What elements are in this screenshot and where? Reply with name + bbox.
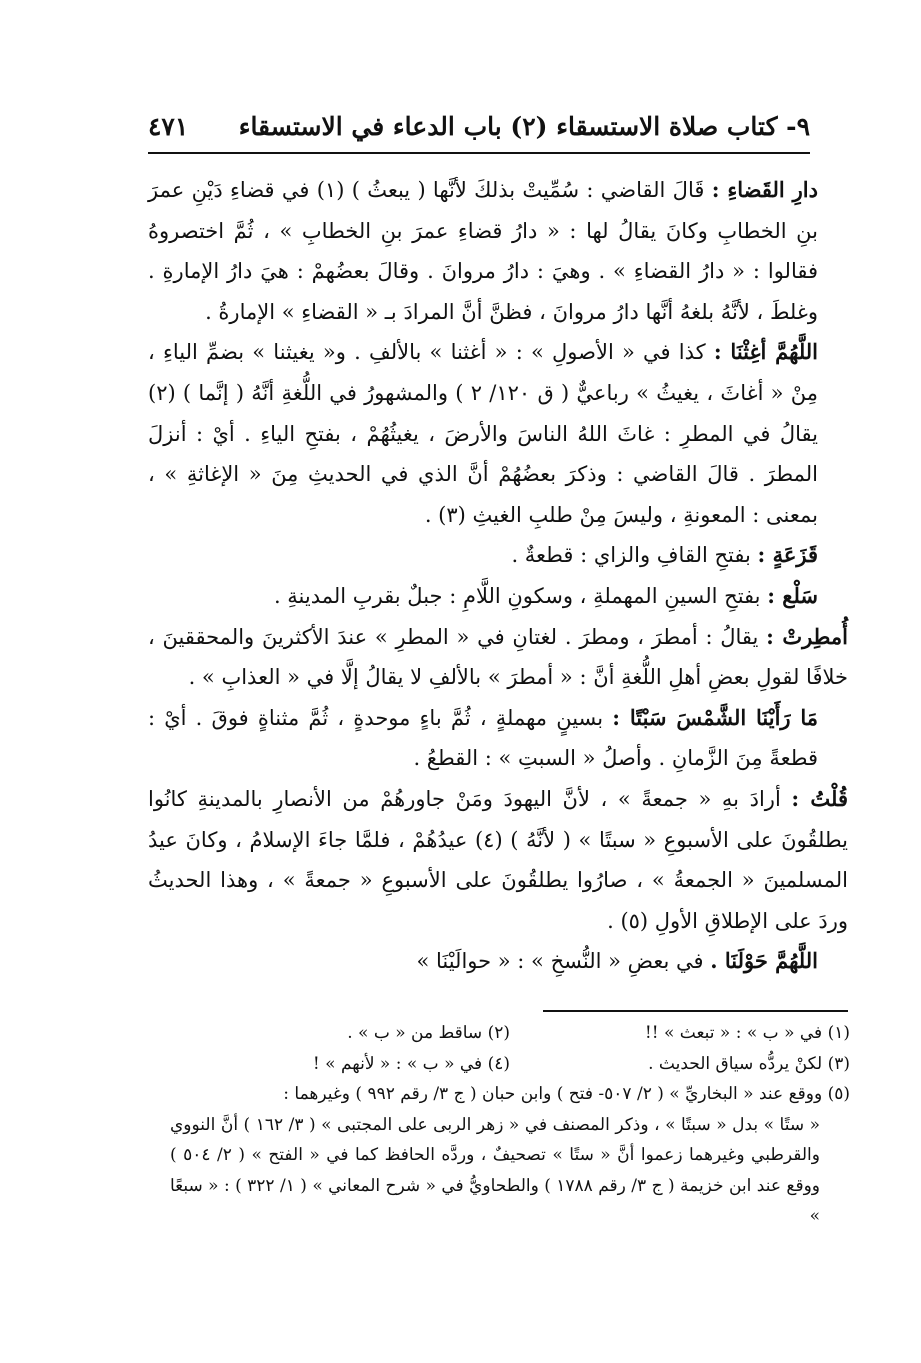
footnote-1: (١) في « ب » : « تبعث » !! <box>644 1023 850 1043</box>
footnote-row <box>170 1049 850 1080</box>
paragraph-text: يقالُ : أمطرَ ، ومطرَ . لغتانِ في « المطرِ » عندَ الأكثرينَ والمحققينَ ، خلافًا لقولِ بعضِ أهلِ اللُّغةِ أنَّ : « أمطرَ » بالألفِ لا يقالُ إلَّا في « العذابِ » . <box>148 624 848 690</box>
chapter-title: ٩- كتاب صلاة الاستسقاء (٢) باب الدعاء في الاستسقاء <box>238 112 810 141</box>
lemma: اللَّهُمَّ حَوْلَنَا . <box>710 948 818 974</box>
footnote-5-first-line: (٥) ووقع عند « البخاريِّ » ( ٢/ ٥٠٧- فتح ) وابن حبان ( ج ٣/ رقم ٩٩٢ ) وغيرهما : <box>283 1084 850 1104</box>
paragraph-text: قَالَ القاضي : سُمِّيتْ بذلكَ لأنَّها ( يبعثُ ) (١) في قضاءِ دَيْنِ عمرَ بنِ الخطابِ وكانَ يقالُ لها : « دارُ قضاءِ عمرَ بنِ الخطابِ » ، ثُمَّ اختصروهُ فقالوا : « دارُ القضاءِ » . وهيَ : دارُ مروانَ . وقالَ بعضُهمْ : هيَ دارُ الإمارةِ . وغلطَ ، لأنَّهُ بلغهُ أنَّها دارُ مروانَ ، فظنَّ أنَّ المرادَ بـ « القضاءِ » الإمارةُ . <box>148 178 818 324</box>
footnote-rule <box>543 1010 848 1012</box>
lemma: قَزَعَةٍ : <box>757 542 818 568</box>
paragraph-text: أرادَ بهِ « جمعةً » ، لأنَّ اليهودَ ومَنْ جاورهُمْ من الأنصارِ بالمدينةِ كانُوا يطلقُونَ على الأسبوعِ « سبتًا » ( لأنَّهُ ) (٤) عيدُهُمْ ، فلمَّا جاءَ الإسلامُ ، وكانَ عيدُ المسلمينَ « الجمعةُ » ، صارُوا يطلقُونَ على الأسبوعِ « جمعةً » ، وهذا الحديثُ وردَ على الإطلاقِ الأولِ (٥) . <box>148 786 848 933</box>
paragraph-sabtan <box>148 698 848 779</box>
paragraph-aghithna <box>148 332 848 535</box>
lemma: اللَّهُمَّ أغِثْنَا : <box>713 339 818 365</box>
paragraph-qazaa <box>148 535 848 576</box>
lemma: قُلْتُ : <box>791 785 848 811</box>
running-header <box>148 108 810 154</box>
lemma: مَا رَأَيْنَا الشَّمْسَ سَبْتًا : <box>612 704 819 730</box>
footnote-4: (٤) في « ب » : « لأنهم » ! <box>312 1053 510 1074</box>
page-number: ٤٧١ <box>148 112 189 141</box>
footnote-2: (٢) ساقط من « ب » . <box>347 1023 510 1043</box>
paragraph-text: كذا في « الأصولِ » : « أغثنا » بالألفِ . و« يغيثنا » بضمِّ الياءِ ، مِنْ « أغاثَ ، يغيثُ » رباعيٌّ ( ق ١٢٠/ ٢ ) والمشهورُ في اللُّغةِ أنَّهُ ( إنَّما ) (٢) يقالُ في المطرِ : غاثَ اللهُ الناسَ والأرضَ ، يغيثُهُمْ ، بفتحِ الياءِ . أيْ : أنزلَ المطرَ . قالَ القاضي : وذكرَ بعضُهُمْ أنَّ الذي في الحديثِ مِنَ « الإغاثةِ » ، بمعنى : المعونةِ ، وليسَ مِنْ طلبِ الغيثِ (٣) . <box>148 340 818 527</box>
paragraph-text: بفتحِ القافِ والزاي : قطعةٌ . <box>511 543 758 568</box>
paragraph-umtirat <box>148 617 848 698</box>
lemma: دارِ القَضاءِ : <box>711 177 818 202</box>
header-rule <box>148 152 810 154</box>
paragraph-hawlana <box>148 941 848 982</box>
footnote-5-continuation: « ستًا » بدل « سبتًا » ، وذكر المصنف في « زهر الربى على المجتبى » ( ٣/ ١٦٢ ) أنَّ النووي والقرطبي وغيرهما زعموا أنَّ « ستًا » تصحيفٌ ، وردَّه الحافظ كما في « الفتح » ( ٢/ ٥٠٤ ) ووقع عند ابن خزيمة ( ج ٣/ رقم ١٧٨٨ ) والطحاويُّ في « شرح المعاني » ( ١/ ٣٢٢ ) : « سبعًا » <box>170 1114 820 1226</box>
paragraph-dar-al-qada <box>148 170 848 332</box>
main-text <box>148 170 848 982</box>
footnotes <box>170 1018 850 1232</box>
paragraph-text: في بعضِ « النُّسخِ » : « حوالَيْنَا » <box>416 949 711 974</box>
footnote-3: (٣) لكنْ يردُّه سياق الحديث . <box>648 1053 850 1074</box>
paragraph-text: بسينٍ مهملةٍ ، ثُمَّ باءٍ موحدةٍ ، ثُمَّ مثناةٍ فوقَ . أيْ : قطعةً مِنَ الزَّمانِ . وأصلُ « السبتِ » : القطعُ . <box>148 705 818 771</box>
lemma: أُمطِرتْ : <box>766 623 848 649</box>
footnote-row <box>170 1018 850 1049</box>
paragraph-qultu <box>148 779 848 941</box>
footnote-5 <box>170 1079 850 1232</box>
paragraph-text: بفتحِ السينِ المهملةِ ، وسكونِ اللَّامِ : جبلٌ بقربِ المدينةِ . <box>273 583 768 608</box>
lemma: سَلْع : <box>767 582 818 608</box>
paragraph-sal <box>148 576 848 617</box>
